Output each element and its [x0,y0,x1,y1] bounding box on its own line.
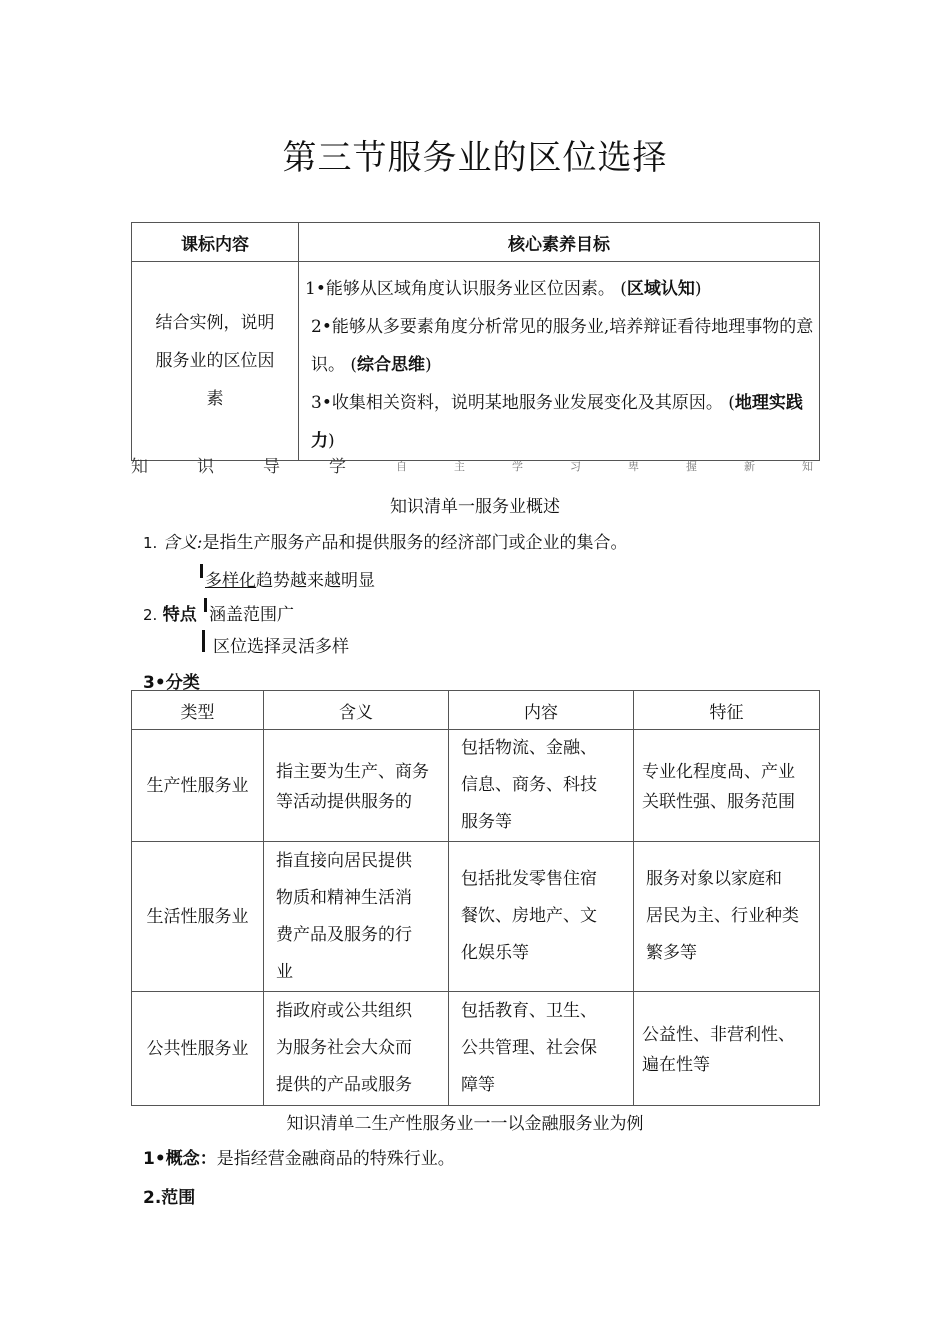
col-type: 类型 [132,691,264,730]
section-heading-2: 知识清单二生产性服务业一一以金融服务业为例 [286,1114,644,1134]
meaning-cell: 指主要为生产、商务 等活动提供服务的 [264,730,449,842]
goal-item: 3•收集相关资料，说明某地服务业发展变化及其原因。 (地理实践力) [311,393,803,451]
service-classification-table [131,690,820,1106]
type-cell: 生产性服务业 [132,730,264,842]
col-feature: 特征 [634,691,820,730]
meaning-cell: 指政府或公共组织 为服务社会大众而 提供的产品或服务 [264,992,449,1106]
scope-label: 2.范围 [143,1188,196,1208]
header-core-literacy: 核心素养目标 [299,223,820,262]
feature-diverse: 多样化趋势越来越明显 [205,571,375,591]
content-cell: 包括物流、金融、 信息、商务、科技 服务等 [449,730,634,842]
brace-mark [204,598,207,612]
section-heading-1: 知识清单一服务业概述 [390,497,560,517]
brace-mark [202,630,205,652]
type-cell: 公共性服务业 [132,992,264,1106]
content-cell: 包括教育、卫生、 公共管理、社会保 障等 [449,992,634,1106]
goal-item: 2•能够从多要素角度分析常见的服务业,培养辩证看待地理事物的意识。 (综合思维) [311,317,814,375]
feature-cell: 公益性、非营利性、 遍在性等 [634,992,820,1106]
feature-cell: 专业化程度咼、产业 关联性强、服务范围 [634,730,820,842]
definition-line: 1. 含义:是指生产服务产品和提供服务的经济部门或企业的集合。 [143,533,628,553]
core-literacy-goals [299,262,820,461]
meaning-cell: 指直接向居民提供 物质和精神生活消 费产品及服务的行 业 [264,842,449,992]
feature-flexible: 区位选择灵活多样 [213,637,349,657]
standards-table [131,222,820,461]
concept-line: 1•概念：是指经营金融商品的特殊行业。 [143,1149,455,1169]
type-cell: 生活性服务业 [132,842,264,992]
col-content: 内容 [449,691,634,730]
feature-wide: 涵盖范围广 [209,605,294,625]
content-cell: 包括批发零售住宿 餐饮、房地产、文 化娱乐等 [449,842,634,992]
page-title: 第三节服务业的区位选择 [282,138,668,178]
header-standards: 课标内容 [132,223,299,262]
brace-mark [200,564,203,578]
standard-content: 结合实例，说明服务业的区位因素 [132,262,299,461]
classification-label: 3•分类 [143,673,200,693]
col-meaning: 含义 [264,691,449,730]
section-banner: 知 识 导 学 自 主 学 习 卑 握 新 知 [131,457,813,477]
feature-cell: 服务对象以家庭和 居民为主、行业种类 繁多等 [634,842,820,992]
goal-item: 1•能够从区域角度认识服务业区位因素。 (区域认知) [305,279,702,299]
features-label: 2. 特点 [143,605,197,625]
